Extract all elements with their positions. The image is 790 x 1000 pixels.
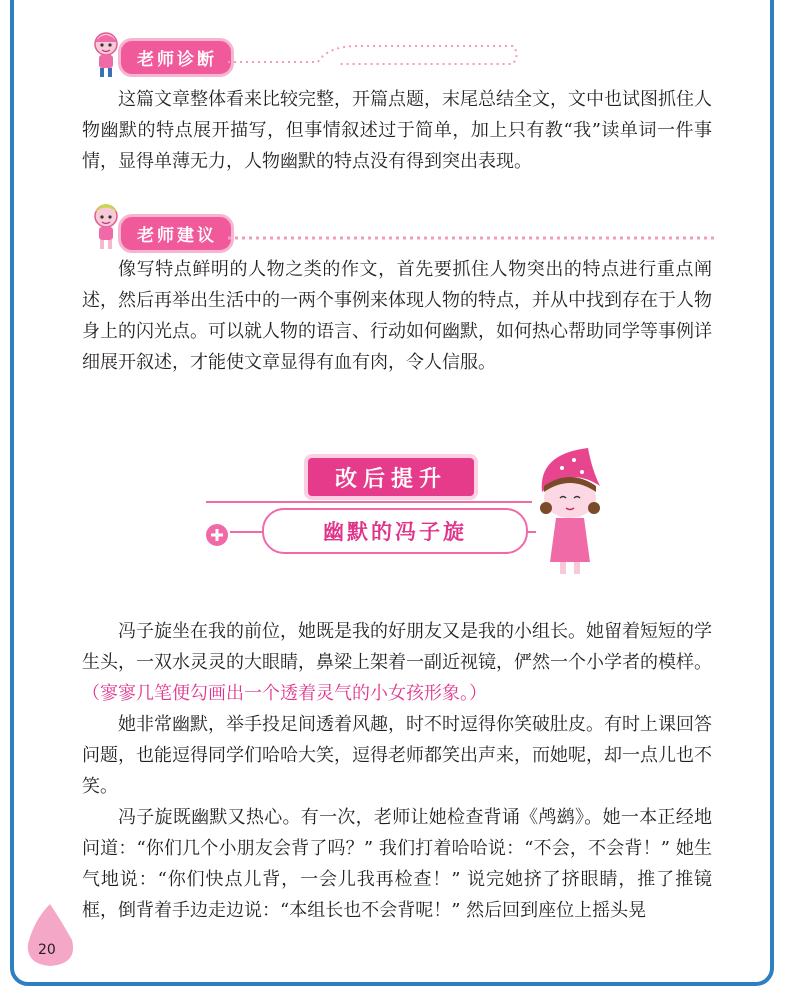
essay-paragraph: 冯子旋既幽默又热心。有一次，老师让她检查背诵《鸬鹚》。她一本正经地问道：“你们几个小朋友会背了吗？” 我们打着哈哈说：“不会，不会背！” 她生气地说：“你们快点儿背，一会儿我再检查！” 说完她挤了挤眼睛，推了推镜框，倒背着手边走边说：“本组长也不会背呢！” 然后回到座位上摇头晃: [82, 807, 712, 921]
essay-title: 幽默的冯子旋: [262, 508, 528, 554]
essay-paragraph: 她非常幽默，举手投足间透着风趣，时不时逗得你笑破肚皮。有时上课回答问题，也能逗得同学们哈哈大笑，逗得老师都笑出声来，而她呢，却一点儿也不笑。: [82, 714, 712, 797]
essay-body: [82, 616, 712, 926]
essay-paragraph: 冯子旋坐在我的前位，她既是我的好朋友又是我的小组长。她留着短短的学生头，一双水灵灵的大眼睛，鼻梁上架着一副近视镜，俨然一个小学者的模样。（寥寥几笔便勾画出一个透着灵气的小女孩形象。）: [82, 621, 712, 704]
teacher-note: （寥寥几笔便勾画出一个透着灵气的小女孩形象。）: [82, 683, 487, 704]
section-badge-diagnosis: 老师诊断: [118, 38, 234, 77]
plus-circle-icon: [204, 522, 230, 548]
diagnosis-text: 这篇文章整体看来比较完整，开篇点题，末尾总结全文，文中也试图抓住人物幽默的特点展开描写，但事情叙述过于简单，加上只有教“我”读单词一件事情，显得单薄无力，人物幽默的特点没有得到突出表现。: [82, 89, 712, 172]
cross-stitch-divider: [228, 232, 718, 244]
improved-version-label: 改后提升: [308, 458, 474, 496]
page-number: 20: [38, 942, 56, 958]
leaf-page-icon: [22, 900, 78, 970]
dotted-divider: [228, 40, 518, 74]
suggestion-text: 像写特点鲜明的人物之类的作文，首先要抓住人物突出的特点进行重点阐述，然后再举出生活中的一两个事例来体现人物的特点，并从中找到存在于人物身上的闪光点。可以就人物的语言、行动如何幽默，如何热心帮助同学等事例详细展开叙述，才能使文章显得有血有肉，令人信服。: [82, 259, 712, 373]
section-badge-suggestion: 老师建议: [118, 214, 234, 253]
cartoon-girl-hood-icon: [530, 446, 610, 578]
